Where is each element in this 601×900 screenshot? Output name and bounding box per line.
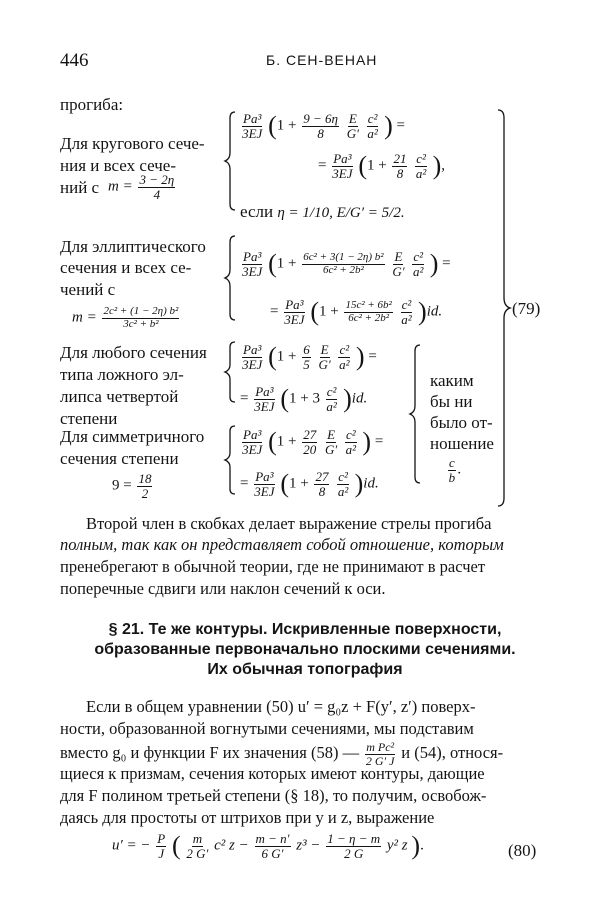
case1-formula-b: = $\frac{\text{Pa³}}{3EJ}$ (1 + $\frac{21}{8}$ $\frac{\text{c²}}{\text{a²}}$ ), (318, 151, 446, 181)
c2-num: c² (401, 297, 412, 312)
eq80-t1-den: 2 G′ (186, 845, 209, 861)
pa3: Pa³ (255, 469, 274, 484)
a2-den: a² (339, 356, 350, 372)
g-den: G′ (324, 441, 338, 457)
a2-den: a² (415, 165, 427, 181)
c3-a-den: 5 (303, 356, 310, 372)
pa3: Pa³ (243, 249, 262, 264)
eq80-p: P (157, 831, 166, 846)
p2-inline-tail: и (54), относя- (401, 742, 504, 762)
a2-den: a² (367, 125, 378, 141)
ej3: 3EJ (254, 398, 275, 414)
section-title-2: образованные первоначально плоскими сечениями. (94, 641, 516, 658)
ej3: 3EJ (242, 125, 263, 141)
case3-brace (225, 342, 235, 402)
case1-label-2: ния и всех сече- (60, 156, 176, 175)
e-num: E (327, 427, 336, 442)
p2-inline-den: 2 G′ J (365, 753, 395, 768)
side-note-brace (410, 345, 420, 483)
ej3: 3EJ (332, 165, 353, 181)
c4-b-den: 8 (318, 483, 326, 499)
e-num: E (320, 342, 329, 357)
case1-label-3: ний с (60, 178, 100, 197)
case2-m-num: 2c² + (1 − 2η) b² (103, 305, 179, 317)
case4-brace (225, 426, 235, 494)
side-note-frac: $\frac{c}{b}$ . (448, 455, 462, 485)
c2-num: c² (345, 427, 356, 442)
g-den: G′ (318, 356, 331, 372)
a2-den: a² (337, 483, 349, 499)
case2-label-3: чений с (60, 280, 116, 299)
side-note-4: ношение (430, 434, 494, 453)
c1-b-den: 8 (396, 165, 404, 181)
a2-den: a² (345, 441, 356, 457)
c4-a-num: 27 (303, 427, 317, 442)
p2-line-6: даясь для простоты от штрихов при y и z, выражение (60, 808, 435, 827)
case4-formula-b: = $\frac{\text{Pa³}}{3EJ}$ (1 + $\frac{27}{8}$ $\frac{\text{c²}}{\text{a²}}$ )id. (240, 469, 379, 499)
a2-den: a² (412, 263, 424, 279)
c1-a-num: 9 − 6η (303, 111, 338, 126)
p2-line-3-text: вместо g₀ и функции F их значения (58) — (60, 742, 360, 762)
c2-a-num: 6c² + 3(1 − 2η) b² (303, 251, 384, 264)
c3-b: 3 (312, 390, 320, 407)
p1-line-4: поперечные сдвиги или наклон сечений к оси. (60, 579, 386, 598)
eq80-t2-tail: z³ − (296, 837, 321, 854)
pa3: Pa³ (333, 151, 352, 166)
case1-m-label: m = (108, 178, 133, 195)
eq80-t2-num: m − n′ (255, 831, 290, 846)
c4-b-num: 27 (315, 469, 329, 484)
side-note-num: c (449, 455, 455, 470)
c2-b-num: 15c² + 6b² (345, 299, 392, 312)
ej3: 3EJ (284, 311, 305, 327)
ej3: 3EJ (242, 441, 263, 457)
c1-b-num: 21 (393, 151, 407, 166)
case2-label-2: сечения и всех се- (60, 258, 192, 277)
p2-line-5: для F полином третьей степени (§ 18), то получим, освобож- (60, 786, 487, 805)
section-title-3: Их обычная топография (207, 661, 403, 678)
e-num: E (348, 111, 357, 126)
case3-label-4: степени (60, 409, 118, 428)
eq80-j: J (158, 845, 165, 861)
case3-formula-a: $\frac{\text{Pa³}}{3EJ}$ (1 + $\frac{6}{5}$ $\frac{E}{G'}$ $\frac{\text{c²}}{\text{a²}}$ ) = (242, 342, 377, 372)
c2-a-den: 6c² + 2b² (322, 263, 364, 276)
p1-line-2: полным, так как он представляет собой отношение, которым (60, 535, 504, 554)
eq80-t3-tail: y² z (386, 837, 408, 854)
id-label: id. (363, 475, 379, 492)
cond-value: η = 1/10, E/G′ = 5/2. (277, 205, 405, 221)
case3-label-2: типа ложного эл- (60, 365, 184, 384)
eq80-t1-tail: c² z − (214, 837, 249, 854)
side-note-2: бы ни (430, 392, 473, 411)
pa3: Pa³ (243, 111, 262, 126)
c1-a-den: 8 (317, 125, 324, 141)
page-number: 446 (60, 50, 89, 71)
c2-num: c² (413, 249, 423, 264)
c2-num: c² (367, 111, 378, 126)
eq80-t1-num: m (192, 831, 203, 846)
c2-num: c² (326, 384, 337, 399)
eq80-t2-den: 6 G′ (261, 845, 284, 861)
case2-formula-b: = $\frac{\text{Pa³}}{3EJ}$ (1 + $\frac{\text{15c² + 6b²}}{\text{6c² + 2b²}}$ $\frac{\text{c²}}{\text{a²}}$ )id. (270, 297, 443, 327)
eq80-t3-den: 2 G (344, 845, 364, 861)
pa3: Pa³ (255, 384, 274, 399)
cond-word: если (240, 202, 274, 221)
case2-label-1: Для эллиптического (60, 237, 206, 256)
side-note-1: каким (430, 371, 474, 390)
e-num: E (394, 249, 403, 264)
c4-a-den: 20 (303, 441, 317, 457)
case1-m-num: 3 − 2η (139, 172, 175, 187)
g-den: G′ (346, 125, 359, 141)
case4-label-2: сечения степени (60, 449, 179, 468)
case2-m-den: 3c² + b² (123, 317, 159, 330)
case1-label-1: Для кругового сече- (60, 134, 205, 153)
eq80-t3-num: 1 − η − m (327, 831, 381, 846)
case3-label-1: Для любого сечения (60, 343, 207, 362)
case1-formula-a: $\frac{\text{Pa³}}{3EJ}$ (1 + $\frac{9 - 6\eta}{8}$ $\frac{E}{G'}$ $\frac{\text{c²}}{\text{a²}}$ ) = (242, 111, 406, 141)
c2-num: c² (416, 151, 426, 166)
case4-label-1: Для симметричного (60, 427, 205, 446)
id-label: id. (426, 303, 443, 320)
side-note-3: было от- (430, 413, 493, 432)
side-note-den: b (448, 469, 456, 485)
ej3: 3EJ (242, 263, 263, 279)
running-title: Б. СЕН-ВЕНАН (266, 52, 378, 68)
pa3: Pa³ (243, 427, 262, 442)
c2-b-den: 6c² + 2b² (348, 311, 390, 324)
eq79-right-brace (498, 110, 510, 506)
pa3: Pa³ (285, 297, 304, 312)
case1-m-den: 4 (153, 186, 161, 202)
case2-formula-a: $\frac{\text{Pa³}}{3EJ}$ (1 + $\frac{\text{6c² + 3(1 − 2η) b²}}{\text{6c² + 2b²}}$ $\frac{E}{G'}$ $\frac{\text{c²}}{\text{a²}}$ ) = (242, 249, 451, 279)
ej3: 3EJ (254, 483, 275, 499)
a2-den: a² (326, 398, 337, 414)
c2-num: c² (339, 342, 350, 357)
case3-formula-b: = $\frac{\text{Pa³}}{3EJ}$ (1 + 3 $\frac{\text{c²}}{\text{a²}}$ )id. (240, 384, 368, 414)
p2-line-2: ности, образованной вогнутыми сечениями, мы подставим (60, 719, 474, 738)
p2-line-4: щиеся к призмам, сечения которых имеют контуры, дающие (60, 764, 485, 783)
g-den: G′ (392, 263, 405, 279)
p2-line-1: Если в общем уравнении (50) u′ = g₀z + F(y′, z′) поверх- (86, 697, 476, 716)
case2-brace (225, 236, 235, 320)
theta-num: 18 (138, 471, 152, 486)
p1-line-3: пренебрегают в обычной теории, где не принимают в расчет (60, 557, 486, 576)
eq80: u′ = − $\frac{P}{J}$ ( $\frac{m}{2 G'}$ c² z − $\frac{m - n'}{6 G'}$ z³ − $\frac{1 - \eta - m}{2 G}$ y² z ). (112, 831, 424, 861)
id-label: id. (351, 390, 368, 407)
theta-label: 9 = (112, 477, 132, 494)
c3-a-num: 6 (303, 342, 310, 357)
eq80-number: (80) (508, 841, 537, 860)
ej3: 3EJ (242, 356, 263, 372)
p2-inline-num: m Pc² (366, 740, 395, 754)
eq80-lhs: u′ = − (112, 837, 151, 854)
pa3: Pa³ (243, 342, 262, 357)
case2-m-label: m = (72, 309, 97, 326)
case4-formula-a: $\frac{\text{Pa³}}{3EJ}$ (1 + $\frac{27}{20}$ $\frac{E}{G'}$ $\frac{\text{c²}}{\text{a²}}$ ) = (242, 427, 384, 457)
theta-den: 2 (141, 485, 149, 501)
intro-text: прогиба: (60, 95, 124, 114)
c2-num: c² (338, 469, 348, 484)
a2-den: a² (401, 311, 412, 327)
eq79-number: (79) (512, 299, 541, 318)
section-title-1: § 21. Те же контуры. Искривленные поверхности, (108, 621, 502, 638)
p1-line-1: Второй член в скобках делает выражение стрелы прогиба (86, 514, 492, 533)
case3-label-3: липса четвертой (60, 387, 179, 406)
case1-brace (225, 112, 235, 210)
